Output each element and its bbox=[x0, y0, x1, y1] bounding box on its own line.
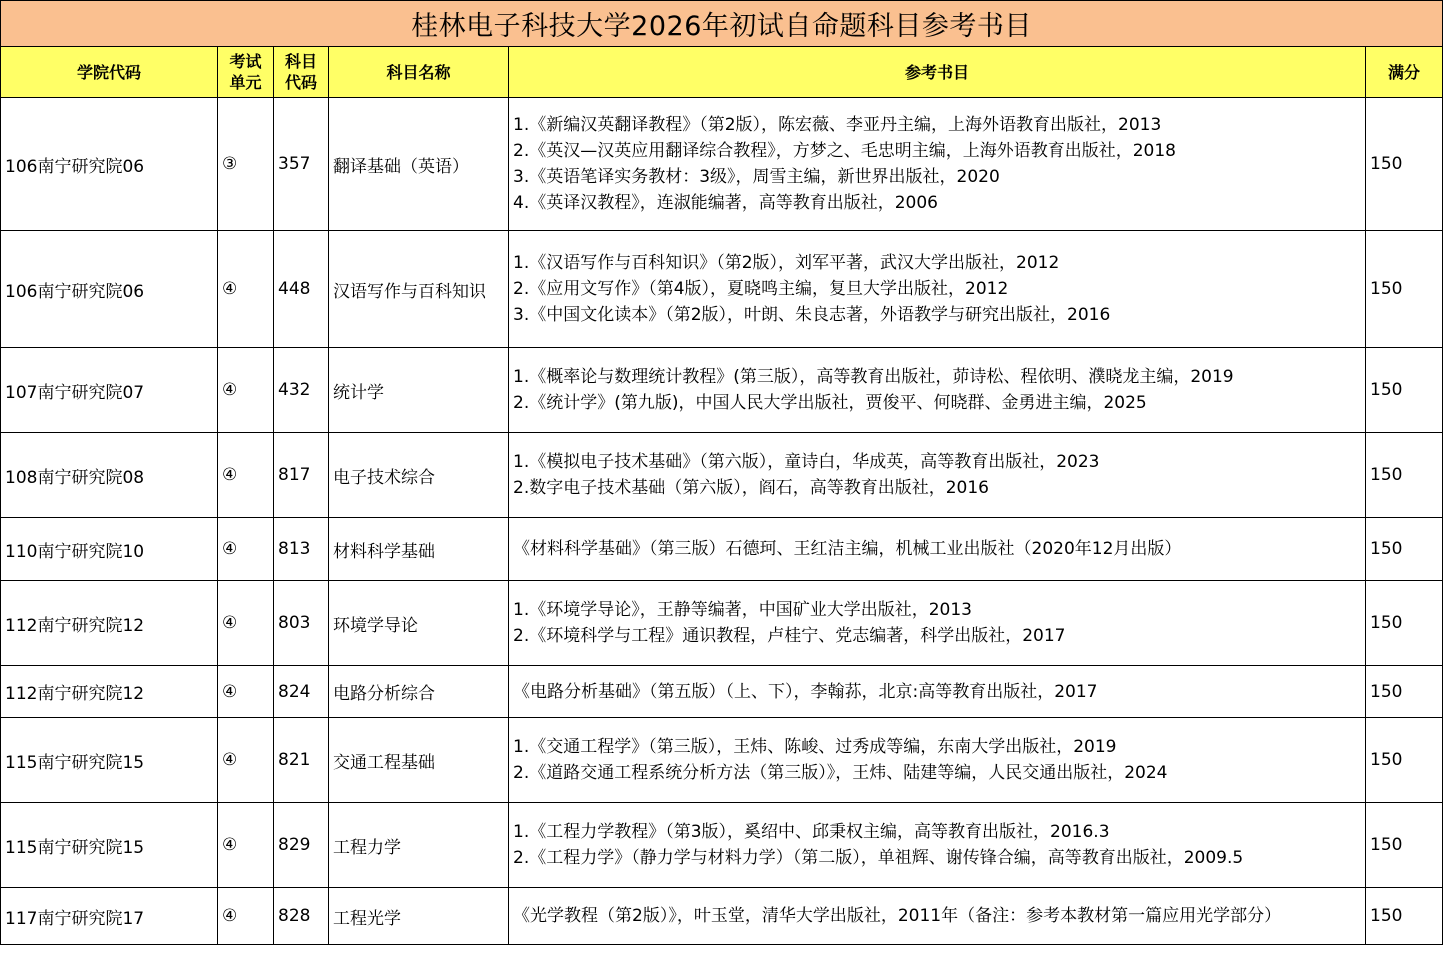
college-code-cell: 110南宁研究院10 bbox=[1, 518, 218, 581]
reference-books-cell bbox=[509, 803, 1366, 888]
reference-books-cell bbox=[509, 666, 1366, 718]
full-score-cell: 150 bbox=[1366, 518, 1443, 581]
full-score-cell: 150 bbox=[1366, 666, 1443, 718]
full-score-cell: 150 bbox=[1366, 803, 1443, 888]
table-row bbox=[1, 666, 1443, 718]
exam-unit-cell: ④ bbox=[218, 518, 274, 581]
table-row bbox=[1, 348, 1443, 433]
subject-code-cell: 824 bbox=[274, 666, 329, 718]
subject-name-cell: 材料科学基础 bbox=[329, 518, 509, 581]
exam-unit-cell: ④ bbox=[218, 433, 274, 518]
table-row bbox=[1, 888, 1443, 945]
subject-code-cell: 828 bbox=[274, 888, 329, 945]
reference-books-cell bbox=[509, 231, 1366, 348]
reference-book-line: 2.《工程力学》（静力学与材料力学）（第二版），单祖辉、谢传锋合编，高等教育出版社，2009.5 bbox=[513, 848, 1244, 868]
subject-name-cell: 环境学导论 bbox=[329, 581, 509, 666]
reference-book-line: 4.《英译汉教程》，连淑能编著，高等教育出版社，2006 bbox=[513, 193, 938, 213]
subject-name-cell: 交通工程基础 bbox=[329, 718, 509, 803]
reference-book-line: 1.《新编汉英翻译教程》（第2版），陈宏薇、李亚丹主编，上海外语教育出版社，2013 bbox=[513, 115, 1162, 135]
reference-books-cell bbox=[509, 718, 1366, 803]
reference-book-line: 2.《英汉—汉英应用翻译综合教程》，方梦之、毛忠明主编，上海外语教育出版社，2018 bbox=[513, 141, 1176, 161]
full-score-cell: 150 bbox=[1366, 348, 1443, 433]
header-subject-code-line1: 科目 bbox=[284, 52, 317, 71]
subject-name-cell: 工程光学 bbox=[329, 888, 509, 945]
reference-books-cell bbox=[509, 348, 1366, 433]
reference-books-cell bbox=[509, 518, 1366, 581]
full-score-cell: 150 bbox=[1366, 433, 1443, 518]
subject-name-cell: 工程力学 bbox=[329, 803, 509, 888]
full-score-cell: 150 bbox=[1366, 231, 1443, 348]
subject-code-cell: 821 bbox=[274, 718, 329, 803]
subject-name-cell: 汉语写作与百科知识 bbox=[329, 231, 509, 348]
college-code-cell: 106南宁研究院06 bbox=[1, 231, 218, 348]
header-exam-unit-line2: 单元 bbox=[229, 73, 262, 92]
reference-book-line: 1.《模拟电子技术基础》（第六版），童诗白，华成英，高等教育出版社，2023 bbox=[513, 452, 1100, 472]
reference-book-line: 1.《汉语写作与百科知识》（第2版），刘军平著，武汉大学出版社，2012 bbox=[513, 253, 1060, 273]
college-code-cell: 112南宁研究院12 bbox=[1, 581, 218, 666]
exam-unit-cell: ④ bbox=[218, 348, 274, 433]
college-code-cell: 106南宁研究院06 bbox=[1, 98, 218, 231]
sheet-title: 桂林电子科技大学2026年初试自命题科目参考书目 bbox=[1, 1, 1443, 47]
subject-code-cell: 813 bbox=[274, 518, 329, 581]
subject-name-cell: 统计学 bbox=[329, 348, 509, 433]
full-score-cell: 150 bbox=[1366, 98, 1443, 231]
table-row bbox=[1, 803, 1443, 888]
college-code-cell: 108南宁研究院08 bbox=[1, 433, 218, 518]
reference-book-line: 《光学教程（第2版）》，叶玉堂，清华大学出版社，2011年（备注：参考本教材第一篇应用光学部分） bbox=[513, 906, 1282, 926]
reference-books-cell bbox=[509, 581, 1366, 666]
table-row bbox=[1, 98, 1443, 231]
table-row bbox=[1, 231, 1443, 348]
college-code-cell: 117南宁研究院17 bbox=[1, 888, 218, 945]
reference-book-line: 2.《统计学》(第九版)，中国人民大学出版社，贾俊平、何晓群、金勇进主编，2025 bbox=[513, 393, 1147, 413]
subject-code-cell: 803 bbox=[274, 581, 329, 666]
reference-book-line: 3.《中国文化读本》（第2版），叶朗、朱良志著，外语教学与研究出版社，2016 bbox=[513, 305, 1111, 325]
title-row bbox=[1, 1, 1443, 47]
reference-book-line: 《材料科学基础》（第三版）石德珂、王红洁主编，机械工业出版社（2020年12月出版） bbox=[513, 539, 1182, 559]
header-subject-code bbox=[274, 47, 329, 98]
college-code-cell: 112南宁研究院12 bbox=[1, 666, 218, 718]
header-subject-code-line2: 代码 bbox=[284, 73, 317, 92]
exam-unit-cell: ④ bbox=[218, 231, 274, 348]
exam-unit-cell: ④ bbox=[218, 888, 274, 945]
reference-book-line: 1.《概率论与数理统计教程》(第三版），高等教育出版社，茆诗松、程依明、濮晓龙主编，2019 bbox=[513, 367, 1234, 387]
reference-books-cell bbox=[509, 433, 1366, 518]
subject-code-cell: 448 bbox=[274, 231, 329, 348]
exam-unit-cell: ④ bbox=[218, 666, 274, 718]
subject-name-cell: 电子技术综合 bbox=[329, 433, 509, 518]
header-subject-name: 科目名称 bbox=[329, 47, 509, 98]
college-code-cell: 107南宁研究院07 bbox=[1, 348, 218, 433]
full-score-cell: 150 bbox=[1366, 718, 1443, 803]
reference-book-line: 1.《工程力学教程》（第3版），奚绍中、邱秉权主编，高等教育出版社，2016.3 bbox=[513, 822, 1110, 842]
full-score-cell: 150 bbox=[1366, 888, 1443, 945]
subject-code-cell: 817 bbox=[274, 433, 329, 518]
reference-book-line: 1.《环境学导论》，王静等编著，中国矿业大学出版社，2013 bbox=[513, 600, 972, 620]
subject-code-cell: 829 bbox=[274, 803, 329, 888]
reference-book-line: 3.《英语笔译实务教材：3级》，周雪主编，新世界出版社，2020 bbox=[513, 167, 1000, 187]
reference-books-cell bbox=[509, 98, 1366, 231]
table-row bbox=[1, 433, 1443, 518]
reference-book-line: 2.《应用文写作》（第4版），夏晓鸣主编，复旦大学出版社，2012 bbox=[513, 279, 1009, 299]
exam-unit-cell: ④ bbox=[218, 718, 274, 803]
full-score-cell: 150 bbox=[1366, 581, 1443, 666]
college-code-cell: 115南宁研究院15 bbox=[1, 803, 218, 888]
college-code-cell: 115南宁研究院15 bbox=[1, 718, 218, 803]
reference-books-cell bbox=[509, 888, 1366, 945]
table-body bbox=[1, 98, 1443, 945]
header-reference-books: 参考书目 bbox=[509, 47, 1366, 98]
header-row bbox=[1, 47, 1443, 98]
header-full-score: 满分 bbox=[1366, 47, 1443, 98]
reference-book-line: 2.《环境科学与工程》通识教程，卢桂宁、党志编著，科学出版社，2017 bbox=[513, 626, 1066, 646]
reference-book-line: 2.《道路交通工程系统分析方法（第三版）》，王炜、陆建等编，人民交通出版社，2024 bbox=[513, 763, 1168, 783]
subject-name-cell: 电路分析综合 bbox=[329, 666, 509, 718]
reference-book-line: 《电路分析基础》（第五版）（上、下），李翰荪，北京:高等教育出版社，2017 bbox=[513, 681, 1098, 702]
table-row bbox=[1, 581, 1443, 666]
header-college-code: 学院代码 bbox=[1, 47, 218, 98]
reference-book-line: 2.数字电子技术基础（第六版），阎石，高等教育出版社，2016 bbox=[513, 478, 989, 498]
exam-unit-cell: ④ bbox=[218, 581, 274, 666]
table-row bbox=[1, 718, 1443, 803]
subject-name-cell: 翻译基础（英语） bbox=[329, 98, 509, 231]
header-exam-unit-line1: 考试 bbox=[229, 52, 262, 71]
subject-code-cell: 432 bbox=[274, 348, 329, 433]
subject-code-cell: 357 bbox=[274, 98, 329, 231]
exam-unit-cell: ④ bbox=[218, 803, 274, 888]
exam-unit-cell: ③ bbox=[218, 98, 274, 231]
table-row bbox=[1, 518, 1443, 581]
header-exam-unit bbox=[218, 47, 274, 98]
reference-book-line: 1.《交通工程学》（第三版），王炜、陈峻、过秀成等编，东南大学出版社，2019 bbox=[513, 737, 1117, 757]
